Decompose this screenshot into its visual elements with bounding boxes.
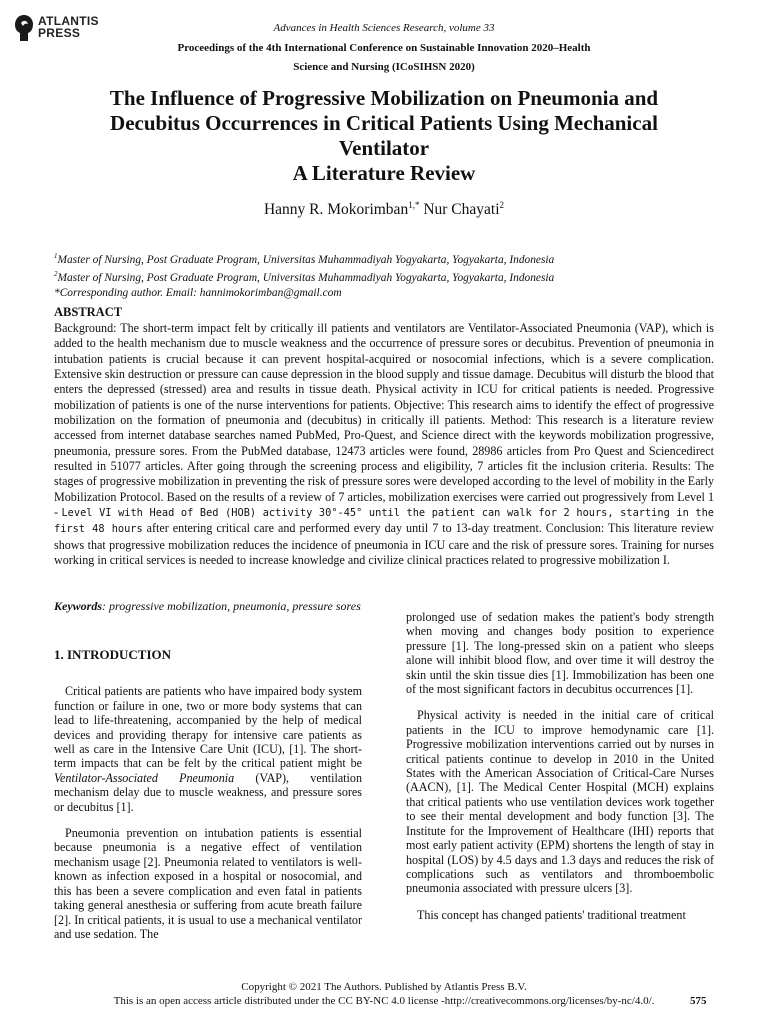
title-line2: Decubitus Occurrences in Critical Patients Using Mechanical bbox=[110, 111, 658, 135]
section-heading-introduction: 1. INTRODUCTION bbox=[54, 647, 172, 662]
affiliation-1-sup: 1 bbox=[54, 252, 58, 260]
author-2: Nur Chayati bbox=[423, 201, 500, 219]
logo-line1: ATLANTIS bbox=[38, 14, 99, 28]
intro-p1-b: (VAP), ventilation mechanism delay due to muscle weakness, and pressure sores or decubitus [1]. bbox=[54, 770, 362, 814]
intro-paragraph-1 bbox=[54, 684, 362, 814]
affiliation-1-text: Master of Nursing, Post Graduate Program, Universitas Muhammadiyah Yogyakarta, Yogyakarta, Indonesia bbox=[57, 253, 555, 266]
affiliation-2-sup: 2 bbox=[54, 270, 58, 279]
author-list bbox=[0, 200, 768, 219]
paper-title bbox=[40, 86, 728, 186]
abstract-text-mono: Level VI with Head of Bed (HOB) activity 30°-45° until the patient can walk for 2 hours, starting in the first 48 hours bbox=[54, 507, 714, 536]
affiliation-1 bbox=[54, 249, 744, 267]
title-line3: Ventilator bbox=[338, 136, 430, 160]
author-1-sup: 1,* bbox=[408, 200, 420, 210]
abstract-body bbox=[54, 321, 714, 569]
intro-paragraph-4: Physical activity is needed in the initial care of critical patients in the ICU to improve hemodynamic care [1]. Progressive mobilization interventions carried out by nurses in critical patients continue to develop in 2010 in the United States with the American Association of Critical-Care Nurses (AACN), [1]. The Medical Center Hospital (MCH) explains that critical patients who use ventilation devices work together to see their mental development and body function [3]. The Institute for the Improvement of Healthcare (IHI) reports that most early patient activity (EPM) shortens the length of stay in hospital (LOS) by 4.5 days and 1.3 days and reduces the risk of complications such as ventilators and thromboembolic pneumonia associated with pressure ulcers [3]. bbox=[406, 708, 714, 896]
proceedings-title bbox=[120, 39, 648, 77]
keywords-text: : progressive mobilization, pneumonia, pressure sores bbox=[102, 599, 361, 613]
keywords bbox=[54, 599, 361, 614]
intro-p1-em: Ventilator-Associated Pneumonia bbox=[54, 770, 235, 785]
affiliation-2-text: Master of Nursing, Post Graduate Program, Universitas Muhammadiyah Yogyakarta, Yogyakarta, Indonesia bbox=[57, 272, 555, 285]
license-notice: This is an open access article distributed under the CC BY-NC 4.0 license -http://creativecommons.org/licenses/by-nc/4.0/. bbox=[113, 995, 655, 1007]
copyright-notice: Copyright © 2021 The Authors. Published by Atlantis Press B.V. bbox=[241, 981, 527, 993]
affiliations bbox=[54, 249, 744, 300]
keywords-label: Keywords bbox=[54, 599, 102, 613]
affiliation-2 bbox=[54, 267, 744, 285]
intro-p1-a: Critical patients are patients who have impaired body system function or failure in one, two or more body systems that can lead to life-threatening, accompanied by the help of medical devices and providing therapy for intensive care patients as well as care in the Intensive Care Unit (ICU), [1]. The short-term impacts that can be felt by the critical patient might be bbox=[54, 684, 362, 771]
right-column bbox=[406, 610, 714, 934]
intro-paragraph-2: Pneumonia prevention on intubation patients is essential because pneumonia is a negative effect of ventilation mechanism usage [2]. Pneumonia related to ventilators is well-known as infection exposed in a hospital or nosocomial, and this has been a severe complication and even fatal in patients taking general anesthesia or suffering from acute breath failure [2]. In critical patients, it is usual to use a mechanical ventilator and use sedation. The bbox=[54, 826, 362, 941]
title-line1: The Influence of Progressive Mobilization on Pneumonia and bbox=[109, 86, 659, 110]
intro-paragraph-3: prolonged use of sedation makes the patient's body strength when moving and changes body position to experience pressure [1]. The long-pressed skin on a patient who sleeps alone will inhibit blood flow, and over time it will destroy the skin until the skin tissue dies [1]. Immobilization has been one of the most significant factors in decubitus occurrences [1]. bbox=[406, 610, 714, 697]
proceedings-line2: Science and Nursing (ICoSIHSN 2020) bbox=[293, 61, 475, 73]
intro-paragraph-5: This concept has changed patients' traditional treatment bbox=[417, 907, 686, 922]
author-1: Hanny R. Mokorimban bbox=[263, 201, 409, 219]
corresponding-author-text: *Corresponding author. Email: hannimokorimban@gmail.com bbox=[54, 286, 342, 299]
title-line4: A Literature Review bbox=[292, 161, 476, 185]
page-number: 575 bbox=[690, 995, 707, 1007]
proceedings-line1: Proceedings of the 4th International Conference on Sustainable Innovation 2020–Health bbox=[177, 42, 591, 54]
abstract-heading: ABSTRACT bbox=[54, 305, 123, 319]
left-column bbox=[54, 648, 362, 953]
abstract-text-b: after entering critical care and performed every day until 7 to 13-day treatment. Conclusion: This literature review shows that progressive mobilization reduces the incidence of pneumonia in ICU care and the risk of pressure sores. Training for nurses working in critical services is needed to increase knowledge and civilize clinical practices related to progressive mobilization I. bbox=[54, 521, 714, 568]
logo-line2: PRESS bbox=[38, 26, 81, 40]
corresponding-author bbox=[54, 286, 744, 301]
abstract-text-a: Background: The short-term impact felt by critically ill patients and ventilators are Ventilator-Associated Pneumonia (VAP), which is added to the health mechanism due to muscle weakness and the occurrence of pressure sores or decubitus. Prevention of pneumonia in intubation patients is crucial because it can prevent hospital-acquired or nosocomial infections, which is a severe complication. Extensive skin destruction or pressure can cause depression in the blood supply and tissue damage. Decubitus will disturb the blood that enters the depressed (stressed) area and results in tissue death. Physical activity in ICU for critical patients is needed. Progressive mobilization of patients is one of the nurse interventions for patients. Objective: This research aims to identify the effect of progressive mobilization on the formation of pneumonia and (decubitus) in critically ill patients. Method: This research is a literature review accessed from internet database searches named PubMed, Pro-Quest, and Science direct with the keywords mobilization progressive, pneumonia, pressure sores. From the PubMed database, 12473 articles were found, 28986 articles from Pro Quest and Sciencedirect resulted in 51077 articles. After going through the screening process and eligibility, 7 articles fit the inclusion criteria. Results: The stages of progressive mobilization in preventing the risk of pressure sores were developed according to the level of mobility in the Early Mobilization Protocol. Based on the results of a review of 7 articles, mobilization exercises were carried out progressively from Level 1 - bbox=[54, 321, 714, 520]
author-2-sup: 2 bbox=[499, 200, 505, 210]
series-title: Advances in Health Sciences Research, volume 33 bbox=[273, 22, 495, 34]
